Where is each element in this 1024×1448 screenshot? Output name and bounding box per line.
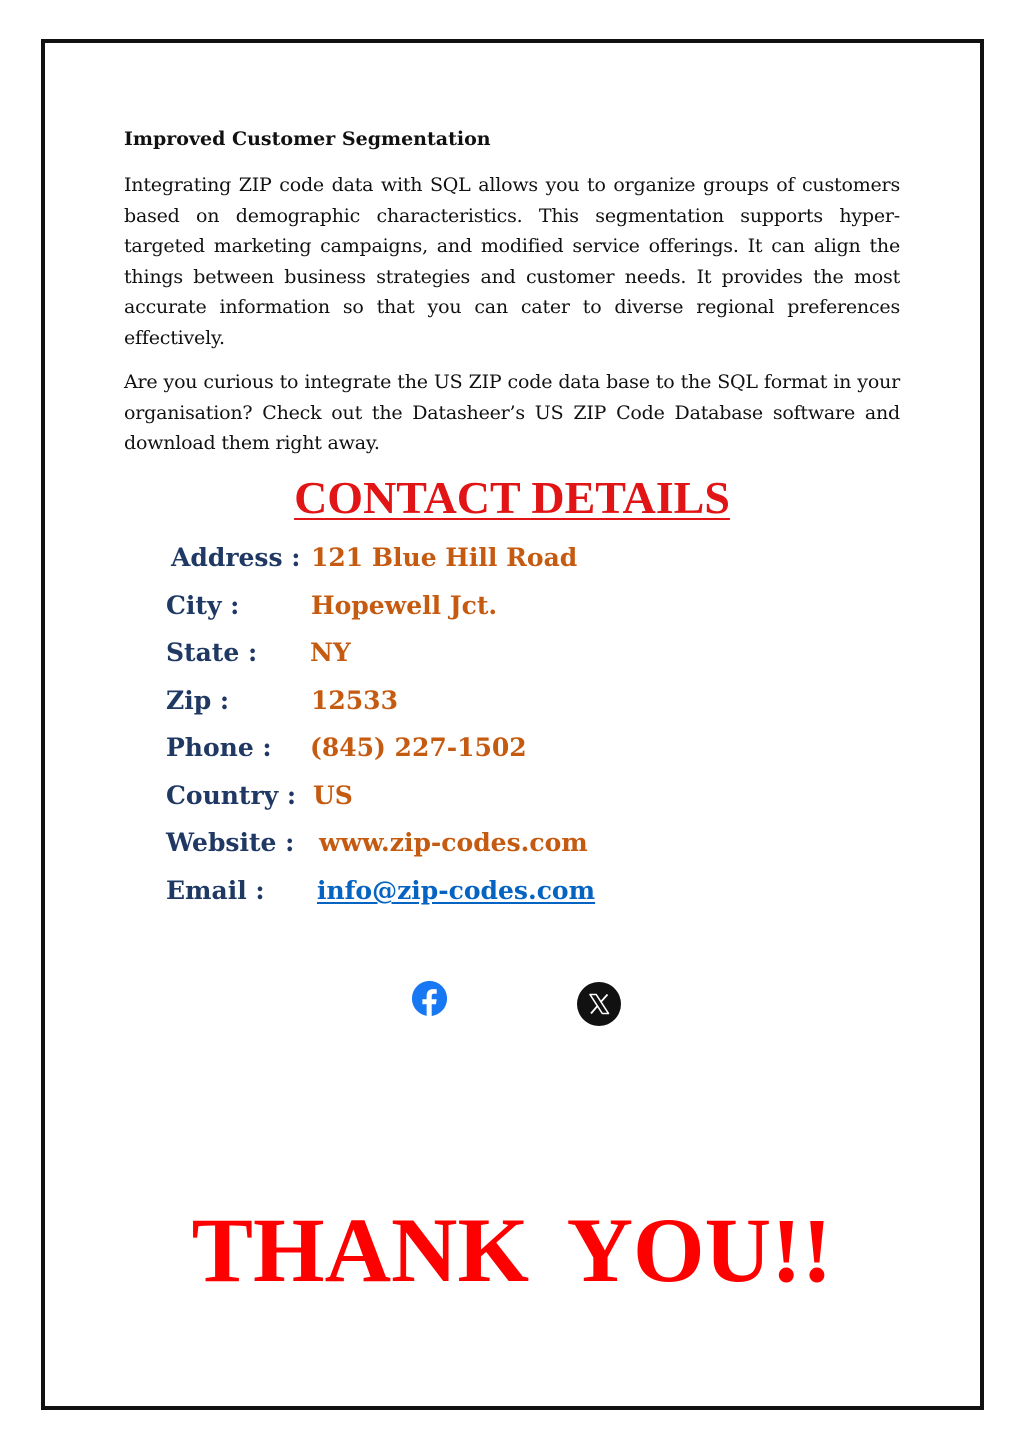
email-link[interactable]: info@zip-codes.com <box>317 876 596 905</box>
x-twitter-icon[interactable] <box>577 982 621 1026</box>
paragraph-call-to-action: Are you curious to integrate the US ZIP code data base to the SQL format in your organisation? Check out the Datasheer’s US ZIP Code Database software and download them right away. <box>124 371 900 454</box>
address-label: Address : <box>171 543 301 572</box>
website-label: Website : <box>166 828 295 857</box>
country-value: US <box>313 781 353 810</box>
address-value: 121 Blue Hill Road <box>311 543 578 572</box>
state-label: State : <box>166 638 258 667</box>
email-label: Email : <box>166 876 265 905</box>
phone-value: (845) 227-1502 <box>310 733 527 762</box>
facebook-icon[interactable] <box>411 980 448 1017</box>
city-label: City : <box>166 591 240 620</box>
paragraph-segmentation: Integrating ZIP code data with SQL allows you to organize groups of customers based on demographic characteristics. This segmentation supports hyper-targeted marketing campaigns, and modified service offerings. It can align the things between business strategies and customer needs. It provides the most accurate information so that you can cater to diverse regional preferences effectively. <box>124 174 900 349</box>
section-heading: Improved Customer Segmentation <box>124 128 491 150</box>
city-value: Hopewell Jct. <box>311 591 498 620</box>
website-link[interactable]: www.zip-codes.com <box>319 828 588 857</box>
thank-you-banner: THANK YOU!! <box>191 1199 833 1301</box>
zip-value: 12533 <box>311 686 398 715</box>
contact-details-title: CONTACT DETAILS <box>294 472 730 523</box>
country-label: Country : <box>166 781 297 810</box>
phone-label: Phone : <box>166 733 272 762</box>
state-value: NY <box>310 638 351 667</box>
article-body <box>124 124 900 473</box>
zip-label: Zip : <box>166 686 230 715</box>
